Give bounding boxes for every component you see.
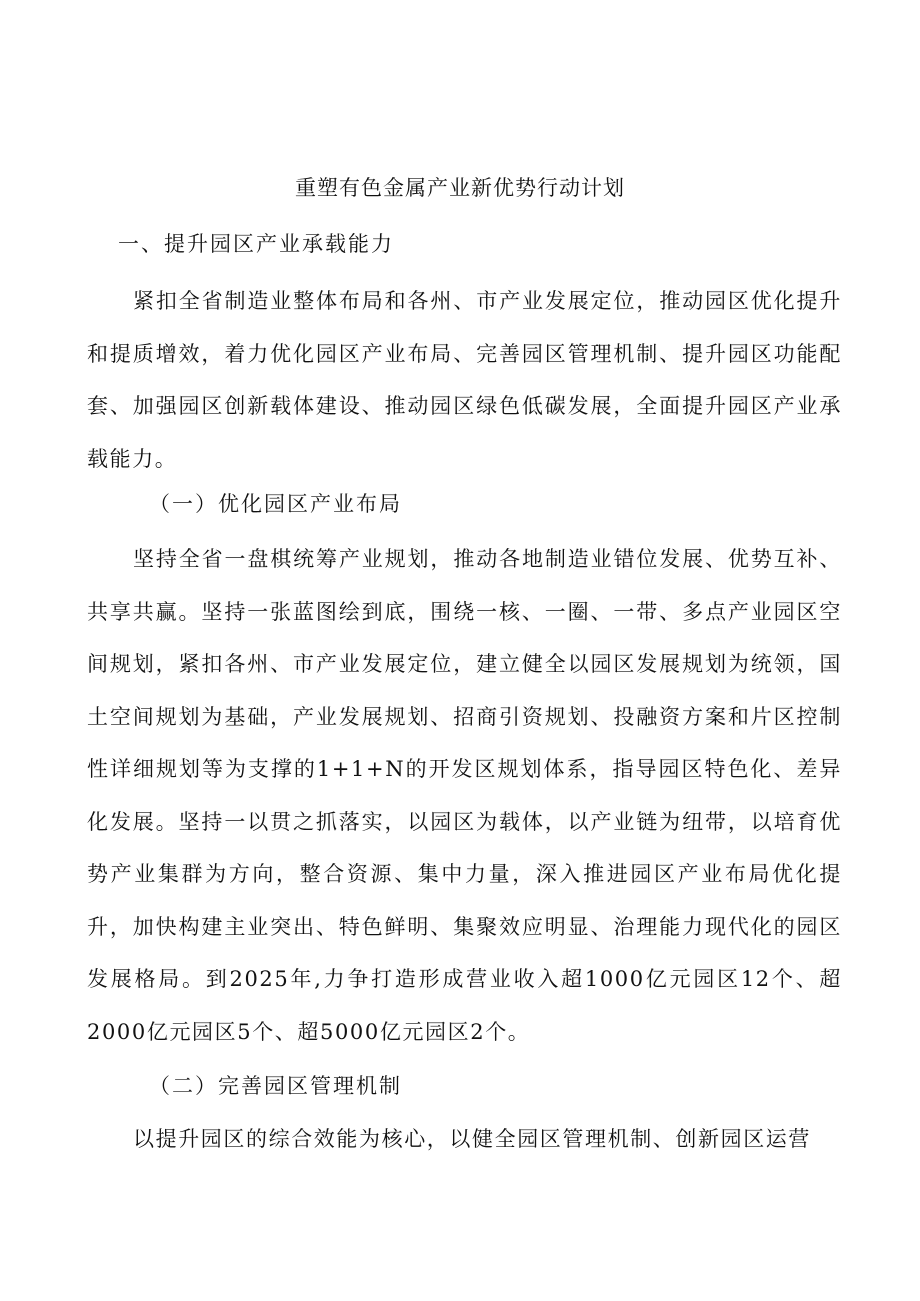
section-intro-paragraph: 紧扣全省制造业整体布局和各州、市产业发展定位，推动园区优化提升和提质增效，着力优化园区产业布局、完善园区管理机制、提升园区功能配套、加强园区创新载体建设、推动园区绿色低碳发展，全面提升园区产业承载能力。 xyxy=(87,289,842,471)
subsection-management-paragraph: 以提升园区的综合效能为核心，以健全园区管理机制、创新园区运营 xyxy=(133,1127,811,1151)
section-heading: 一、提升园区产业承载能力 xyxy=(118,232,394,256)
subsection-heading-management: （二）完善园区管理机制 xyxy=(149,1074,402,1098)
subsection-layout-paragraph: 坚持全省一盘棋统筹产业规划，推动各地制造业错位发展、优势互补、共享共赢。坚持一张蓝图绘到底，围绕一核、一圈、一带、多点产业园区空间规划，紧扣各州、市产业发展定位，建立健全以园区发展规划为统领，国土空间规划为基础，产业发展规划、招商引资规划、投融资方案和片区控制性详细规划等为支撑的1+1+N的开发区规划体系，指导园区特色化、差异化发展。坚持一以贯之抓落实，以园区为载体，以产业链为纽带，以培育优势产业集群为方向，整合资源、集中力量，深入推进园区产业布局优化提升，加快构建主业突出、特色鲜明、集聚效应明显、治理能力现代化的园区发展格局。到2025年,力争打造形成营业收入超1000亿元园区12个、超2000亿元园区5个、超5000亿元园区2个。 xyxy=(87,547,842,1044)
subsection-heading-layout: （一）优化园区产业布局 xyxy=(149,492,402,516)
document-title: 重塑有色金属产业新优势行动计划 xyxy=(295,176,625,200)
